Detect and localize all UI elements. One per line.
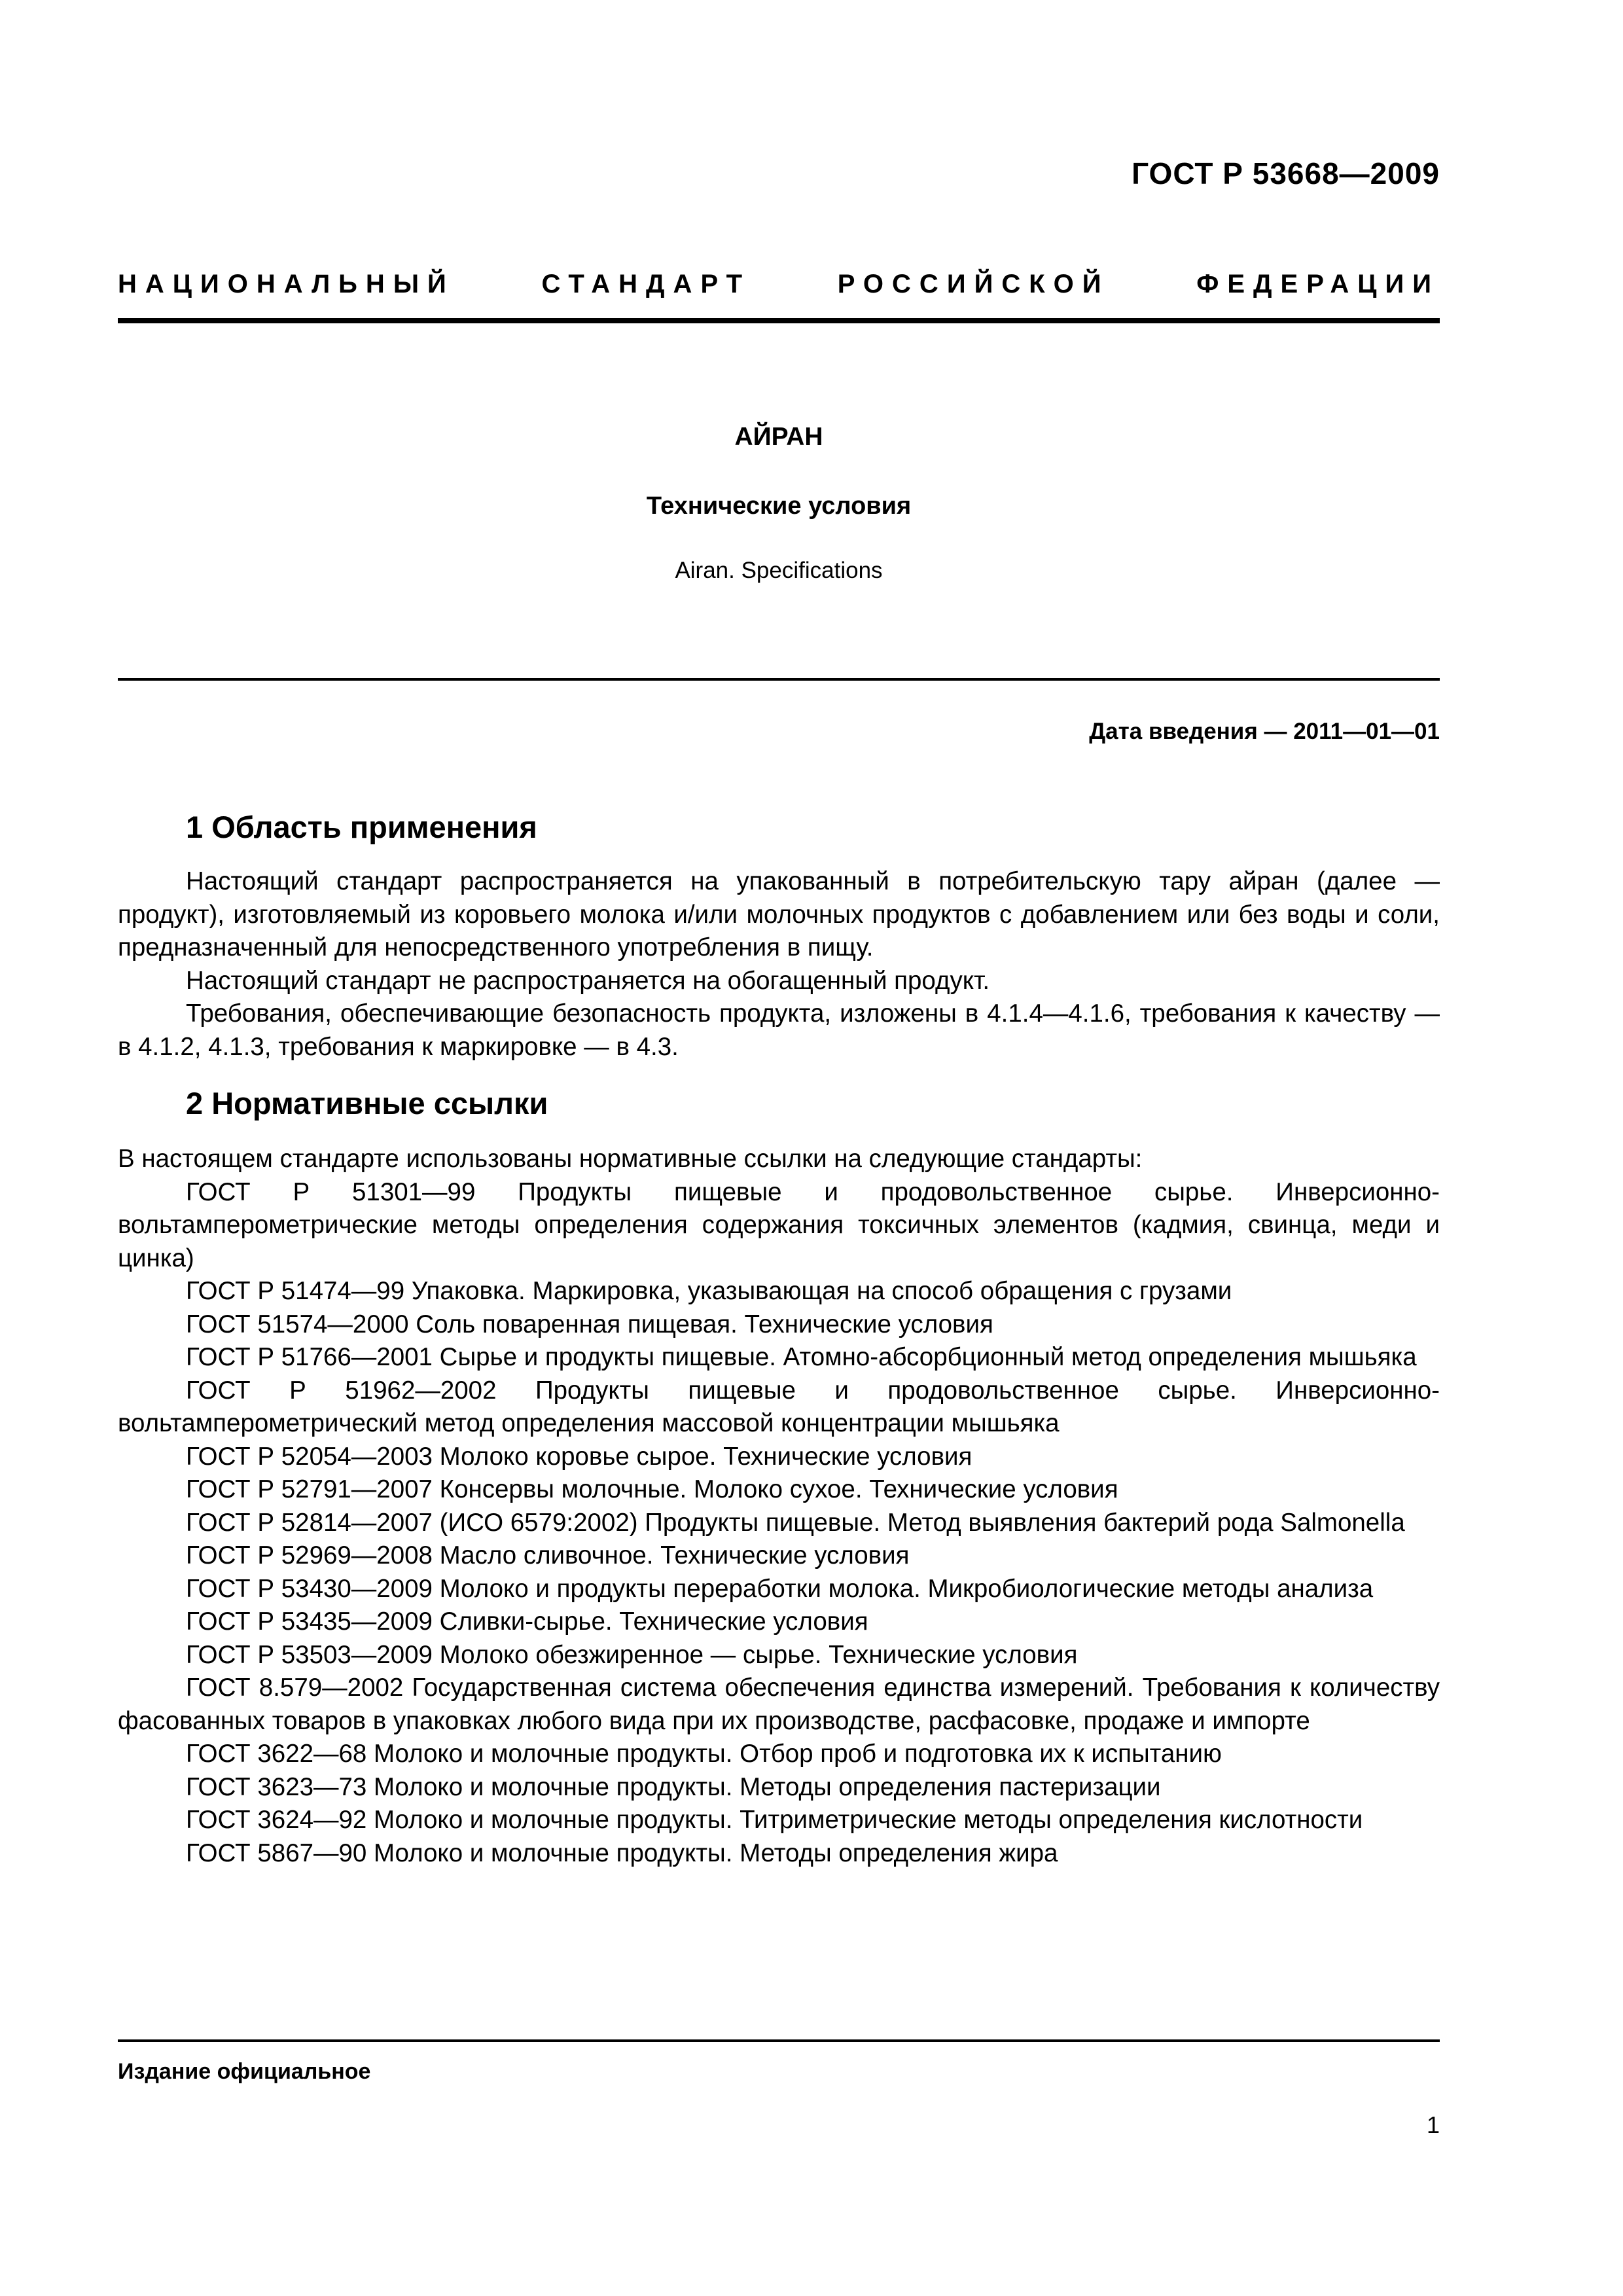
section-1-paragraph: Настоящий стандарт не распространяется на обогащенный продукт. [186,966,990,995]
reference-item: ГОСТ 51574—2000 Соль поваренная пищевая. Технические условия [186,1310,993,1338]
reference-item: ГОСТ Р 51962—2002 Продукты пищевые и продовольственное сырье. Инверсионно-вольтамперометрический метод определения массовой концентрации мышьяка [118,1376,1440,1437]
section-1-paragraph: Настоящий стандарт распространяется на упакованный в потребительскую тару айран (далее — продукт), изготовляемый из коровьего молока и/или молочных продуктов с добавлением или без воды и соли, предназначенный для непосредственного употребления в пищу. [118,867,1440,961]
standard-number: ГОСТ Р 53668—2009 [1132,156,1440,190]
reference-item: ГОСТ Р 53435—2009 Сливки-сырье. Технические условия [186,1607,868,1636]
introduction-date: Дата введения — 2011—01—01 [1089,719,1440,744]
official-edition-label: Издание официальное [118,2059,371,2084]
page-number: 1 [1426,2111,1440,2138]
reference-item: ГОСТ 8.579—2002 Государственная система обеспечения единства измерений. Требования к количеству фасованных товаров в упаковках любого вида при их производстве, расфасовке, продаже и импорте [118,1674,1440,1735]
document-title: АЙРАН [734,423,823,451]
header-rule [118,318,1440,323]
footer-rule [118,2039,1440,2042]
section-2-body [118,1143,1440,1870]
reference-item: ГОСТ Р 52969—2008 Масло сливочное. Технические условия [186,1541,910,1570]
reference-item: ГОСТ 3622—68 Молоко и молочные продукты. Отбор проб и подготовка их к испытанию [186,1740,1222,1768]
reference-item: ГОСТ 5867—90 Молоко и молочные продукты. Методы определения жира [186,1839,1058,1867]
references-lead: В настоящем стандарте использованы нормативные ссылки на следующие стандарты: [118,1145,1143,1173]
section-1-body [118,865,1440,1064]
reference-item: ГОСТ 3624—92 Молоко и молочные продукты. Титриметрические методы определения кислотности [186,1806,1363,1834]
reference-item: ГОСТ Р 51474—99 Упаковка. Маркировка, указывающая на способ обращения с грузами [186,1277,1232,1305]
reference-item: ГОСТ Р 53503—2009 Молоко обезжиренное — сырье. Технические условия [186,1640,1078,1669]
reference-item: ГОСТ Р 51301—99 Продукты пищевые и продовольственное сырье. Инверсионно-вольтамперометрические методы определения содержания токсичных элементов (кадмия, свинца, меди и цинка) [118,1177,1440,1272]
section-1-heading: 1 Область применения [186,810,537,844]
national-standard-title: НАЦИОНАЛЬНЫЙ СТАНДАРТ РОССИЙСКОЙ ФЕДЕРАЦИИ [118,270,1440,298]
reference-item: ГОСТ Р 52054—2003 Молоко коровье сырое. Технические условия [186,1442,972,1471]
document-subtitle: Технические условия [646,492,912,520]
reference-item: ГОСТ 3623—73 Молоко и молочные продукты. Методы определения пастеризации [186,1772,1161,1801]
document-title-english: Airan. Specifications [675,558,883,583]
reference-item: ГОСТ Р 51766—2001 Сырье и продукты пищевые. Атомно-абсорбционный метод определения мышьяка [186,1343,1417,1371]
title-rule [118,678,1440,681]
reference-item: ГОСТ Р 52791—2007 Консервы молочные. Молоко сухое. Технические условия [186,1475,1118,1503]
reference-item: ГОСТ Р 52814—2007 (ИСО 6579:2002) Продукты пищевые. Метод выявления бактерий рода Salmonella [186,1508,1405,1537]
reference-item: ГОСТ Р 53430—2009 Молоко и продукты переработки молока. Микробиологические методы анализа [186,1574,1374,1603]
section-2-heading: 2 Нормативные ссылки [186,1086,548,1121]
section-1-paragraph: Требования, обеспечивающие безопасность продукта, изложены в 4.1.4—4.1.6, требования к качеству — в 4.1.2, 4.1.3, требования к маркировке — в 4.3. [118,999,1440,1061]
